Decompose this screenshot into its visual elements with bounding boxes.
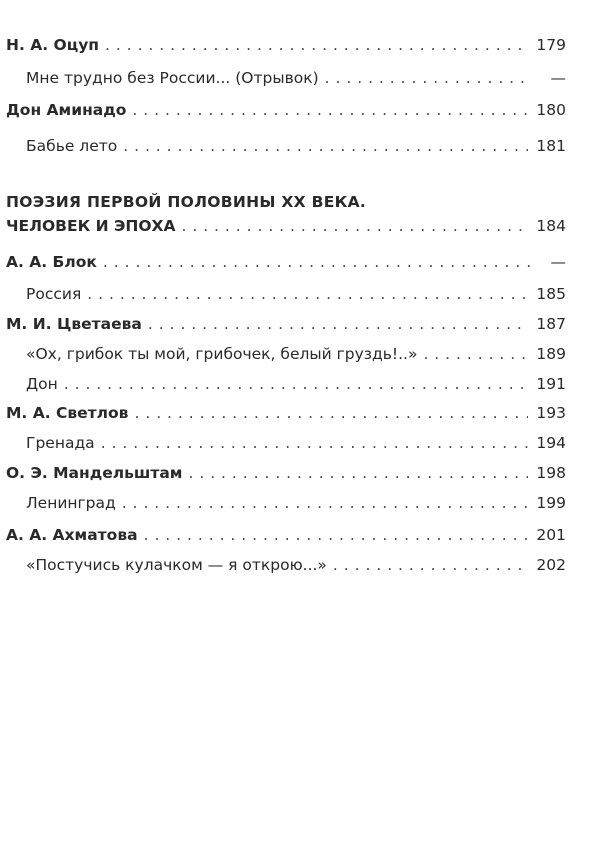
toc-entry-page: —: [550, 253, 566, 271]
toc-entry-work: [26, 283, 566, 305]
toc-entry-page: 187: [536, 315, 566, 333]
toc-entry-work: [26, 432, 566, 454]
dot-leader: [101, 432, 529, 454]
toc-entry-title: «Ох, грибок ты мой, грибочек, белый груздь!..»: [26, 345, 418, 363]
dot-leader: [144, 524, 529, 546]
section-title-line2: [6, 215, 566, 237]
dot-leader: [87, 283, 528, 305]
toc-entry-author: [6, 34, 566, 56]
toc-entry-page: 181: [536, 137, 566, 155]
dot-leader: [123, 135, 528, 157]
toc-entry-page: 194: [536, 434, 566, 452]
toc-entry-title: М. А. Светлов: [6, 404, 129, 422]
dot-leader: [132, 99, 528, 121]
dot-leader: [423, 343, 528, 365]
toc-entry-page: 191: [536, 375, 566, 393]
toc-entry-page: 199: [536, 494, 566, 512]
toc-entry-work: [26, 135, 566, 157]
toc-entry-page: 202: [536, 556, 566, 574]
toc-entry-title: «Постучись кулачком — я открою...»: [26, 556, 327, 574]
dot-leader: [188, 462, 528, 484]
section-title: ПОЭЗИЯ ПЕРВОЙ ПОЛОВИНЫ XX ВЕКА.: [6, 193, 367, 211]
toc-entry-work: [26, 554, 566, 576]
toc-entry-page: 201: [536, 526, 566, 544]
toc-entry-title: Дон Аминадо: [6, 101, 127, 119]
toc-entry-author: [6, 402, 566, 424]
dot-leader: [148, 313, 529, 335]
toc-entry-page: 189: [536, 345, 566, 363]
toc-entry-title: Россия: [26, 285, 82, 303]
toc-entry-author: [6, 524, 566, 546]
toc-entry-author: [6, 251, 566, 273]
section-subtitle: ЧЕЛОВЕК И ЭПОХА: [6, 217, 176, 235]
toc-entry-title: А. А. Ахматова: [6, 526, 138, 544]
toc-entry-title: О. Э. Мандельштам: [6, 464, 183, 482]
toc-entry-title: М. И. Цветаева: [6, 315, 142, 333]
dot-leader: [105, 34, 528, 56]
dot-leader: [181, 215, 528, 237]
toc-entry-page: 185: [536, 285, 566, 303]
dot-leader: [64, 373, 529, 395]
toc-entry-work: [26, 492, 566, 514]
dot-leader: [333, 554, 528, 576]
toc-entry-work: [26, 373, 566, 395]
dot-leader: [103, 251, 532, 273]
toc-entry-title: А. А. Блок: [6, 253, 97, 271]
toc-entry-work: [26, 67, 566, 89]
toc-entry-page: 198: [536, 464, 566, 482]
toc-entry-author: [6, 99, 566, 121]
toc-entry-page: 179: [536, 36, 566, 54]
toc-entry-title: Гренада: [26, 434, 95, 452]
toc-entry-author: [6, 462, 566, 484]
toc-entry-title: Мне трудно без России... (Отрывок): [26, 69, 319, 87]
toc-entry-title: Ленинград: [26, 494, 116, 512]
toc-entry-work: [26, 343, 566, 365]
section-page: 184: [536, 217, 566, 235]
toc-entry-page: 193: [536, 404, 566, 422]
toc-entry-title: Дон: [26, 375, 58, 393]
dot-leader: [122, 492, 529, 514]
dot-leader: [325, 67, 532, 89]
toc-entry-page: 180: [536, 101, 566, 119]
dot-leader: [134, 402, 528, 424]
toc-entry-author: [6, 313, 566, 335]
toc-entry-title: Бабье лето: [26, 137, 118, 155]
toc-entry-title: Н. А. Оцуп: [6, 36, 100, 54]
toc-entry-page: —: [550, 69, 566, 87]
